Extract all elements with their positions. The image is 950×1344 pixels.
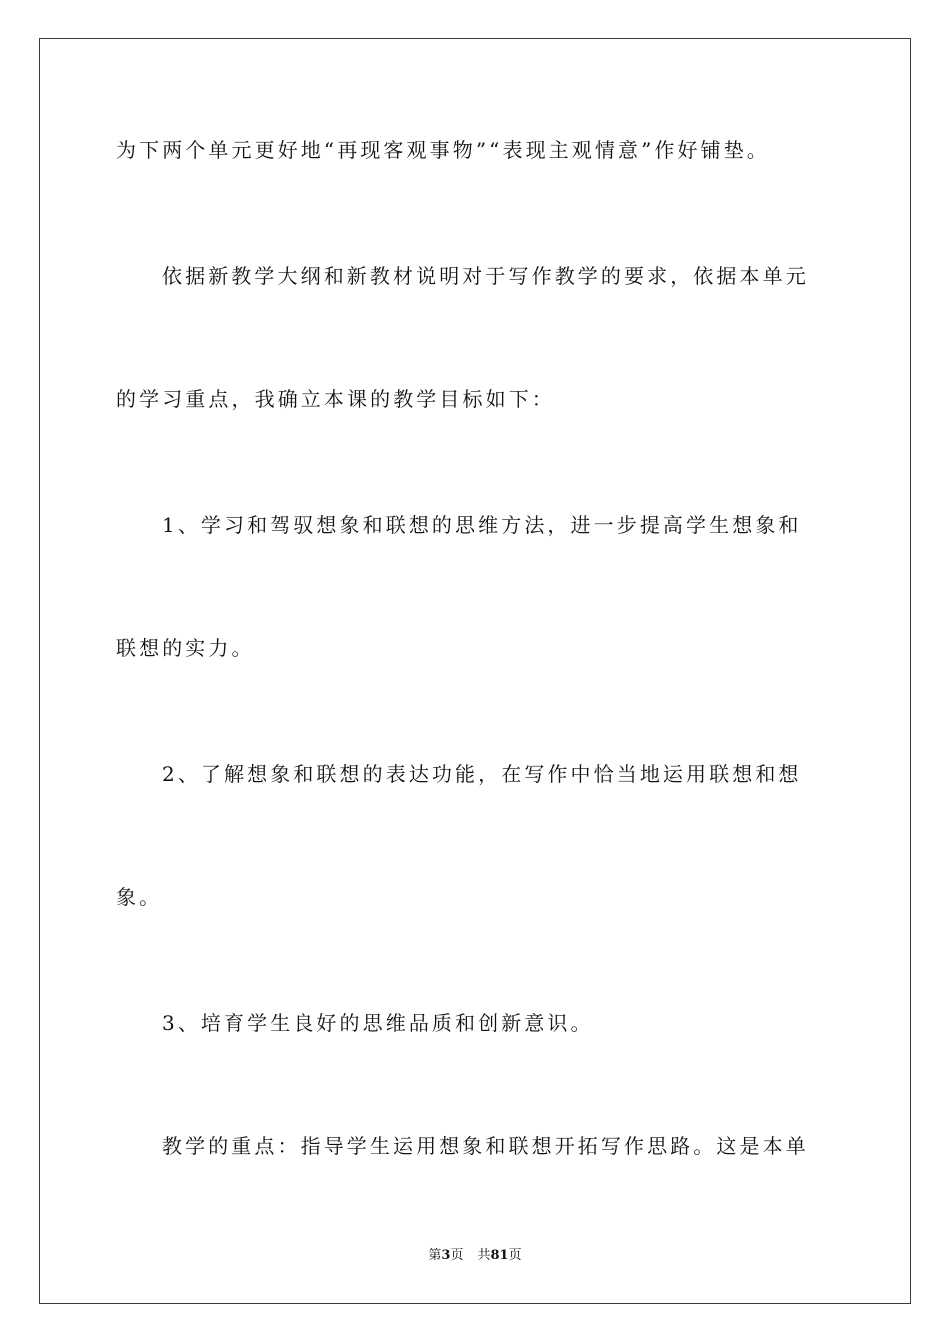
text-line-7: 象。 [116,885,163,909]
page-suffix: 页 [450,1248,464,1263]
text-line-1: 为下两个单元更好地“再现客观事物”“表现主观情意”作好铺垫。 [116,138,770,162]
current-page-number: 3 [441,1248,451,1263]
text-line-4: 1、学习和驾驭想象和联想的思维方法，进一步提高学生想象和 [162,513,802,537]
page-footer [0,1248,950,1264]
total-suffix: 页 [508,1248,522,1263]
text-line-6: 2、了解想象和联想的表达功能，在写作中恰当地运用联想和想 [162,762,802,786]
text-line-2: 依据新教学大纲和新教材说明对于写作教学的要求，依据本单元 [162,264,809,288]
page-border [39,38,911,1304]
text-line-8: 3、培育学生良好的思维品质和创新意识。 [162,1011,594,1035]
total-pages-number: 81 [490,1248,509,1263]
text-line-5: 联想的实力。 [116,636,255,660]
page-prefix: 第 [428,1248,442,1263]
total-prefix: 共 [477,1248,491,1263]
text-line-9: 教学的重点：指导学生运用想象和联想开拓写作思路。这是本单 [162,1134,809,1158]
text-line-3: 的学习重点，我确立本课的教学目标如下： [116,387,555,411]
